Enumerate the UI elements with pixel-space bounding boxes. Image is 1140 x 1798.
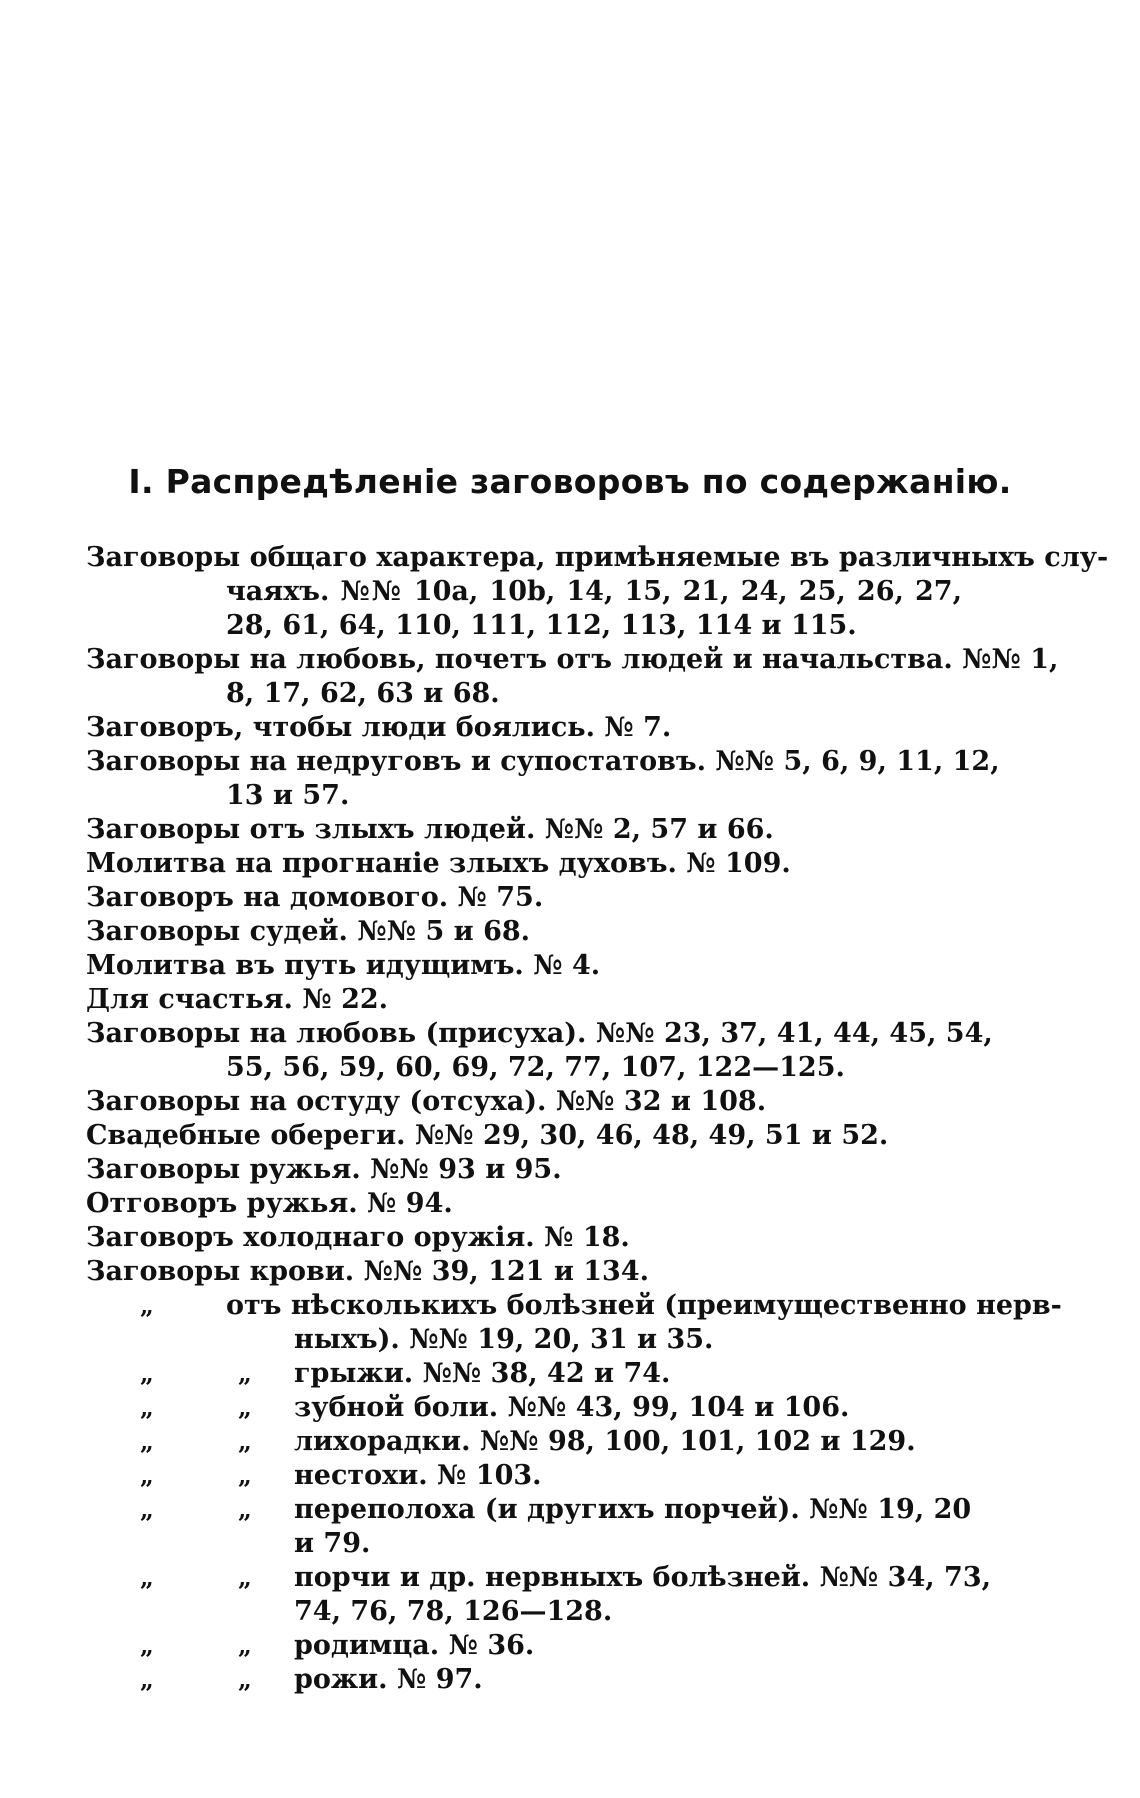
list-item: Заговоры на остуду (отсуха). №№ 32 и 108. [86, 1086, 767, 1117]
ditto-mark: „ [238, 1427, 252, 1456]
sub-item: порчи и др. нервныхъ болѣзней. №№ 34, 73, [294, 1562, 992, 1593]
sub-item: лихорадки. №№ 98, 100, 101, 102 и 129. [294, 1426, 916, 1457]
sub-item-continuation: и 79. [294, 1528, 371, 1559]
list-item-continuation: 13 и 57. [226, 780, 350, 811]
list-item: Заговоры крови. №№ 39, 121 и 134. [86, 1256, 650, 1287]
ditto-mark: „ [238, 1359, 252, 1388]
list-item-continuation: 8, 17, 62, 63 и 68. [226, 678, 500, 709]
ditto-mark: „ [238, 1461, 252, 1490]
sub-item: зубной боли. №№ 43, 99, 104 и 106. [294, 1392, 850, 1423]
sub-item-continuation: 74, 76, 78, 126—128. [294, 1596, 613, 1627]
ditto-mark: „ [140, 1665, 154, 1694]
sub-item-continuation: ныхъ). №№ 19, 20, 31 и 35. [294, 1324, 714, 1355]
ditto-mark: „ [140, 1563, 154, 1592]
ditto-mark: „ [238, 1665, 252, 1694]
list-item: Заговоры на недруговъ и супостатовъ. №№ 5, 6, 9, 11, 12, [86, 746, 1000, 777]
ditto-mark: „ [238, 1631, 252, 1660]
ditto-mark: „ [140, 1359, 154, 1388]
page-title: I. Распредѣленіе заговоровъ по содержанію. [128, 462, 1012, 501]
list-item: Заговоры на любовь (присуха). №№ 23, 37, 41, 44, 45, 54, [86, 1018, 993, 1049]
list-item: Отговоръ ружья. № 94. [86, 1188, 453, 1219]
list-item: Заговоры общаго характера, примѣняемые въ различныхъ слу- [86, 542, 1109, 573]
ditto-mark: „ [238, 1563, 252, 1592]
list-item: Заговоръ, чтобы люди боялись. № 7. [86, 712, 672, 743]
list-item-continuation: чаяхъ. №№ 10a, 10b, 14, 15, 21, 24, 25, 26, 27, [226, 576, 962, 607]
list-item-continuation: 28, 61, 64, 110, 111, 112, 113, 114 и 115. [226, 610, 857, 641]
list-item: Заговоръ холоднаго оружія. № 18. [86, 1222, 630, 1253]
ditto-mark: „ [140, 1461, 154, 1490]
list-item: Заговоръ на домового. № 75. [86, 882, 544, 913]
ditto-mark: „ [238, 1495, 252, 1524]
sub-item: грыжи. №№ 38, 42 и 74. [294, 1358, 671, 1389]
list-item: Заговоры ружья. №№ 93 и 95. [86, 1154, 562, 1185]
list-item-continuation: 55, 56, 59, 60, 69, 72, 77, 107, 122—125. [226, 1052, 845, 1083]
ditto-mark: „ [140, 1393, 154, 1422]
list-item: Для счастья. № 22. [86, 984, 389, 1015]
sub-item: переполоха (и другихъ порчей). №№ 19, 20 [294, 1494, 972, 1525]
sub-item: родимца. № 36. [294, 1630, 535, 1661]
sub-item: нестохи. № 103. [294, 1460, 542, 1491]
sub-item: отъ нѣсколькихъ болѣзней (преимущественно нерв- [226, 1290, 1062, 1321]
ditto-mark: „ [140, 1427, 154, 1456]
sub-item: рожи. № 97. [294, 1664, 483, 1695]
ditto-mark: „ [140, 1631, 154, 1660]
ditto-mark: „ [140, 1291, 154, 1320]
ditto-mark: „ [140, 1495, 154, 1524]
list-item: Заговоры судей. №№ 5 и 68. [86, 916, 531, 947]
list-item: Молитва на прогнаніе злыхъ духовъ. № 109. [86, 848, 791, 879]
list-item: Заговоры на любовь, почетъ отъ людей и начальства. №№ 1, [86, 644, 1059, 675]
list-item: Молитва въ путь идущимъ. № 4. [86, 950, 601, 981]
list-item: Свадебные обереги. №№ 29, 30, 46, 48, 49, 51 и 52. [86, 1120, 889, 1151]
ditto-mark: „ [238, 1393, 252, 1422]
list-item: Заговоры отъ злыхъ людей. №№ 2, 57 и 66. [86, 814, 774, 845]
